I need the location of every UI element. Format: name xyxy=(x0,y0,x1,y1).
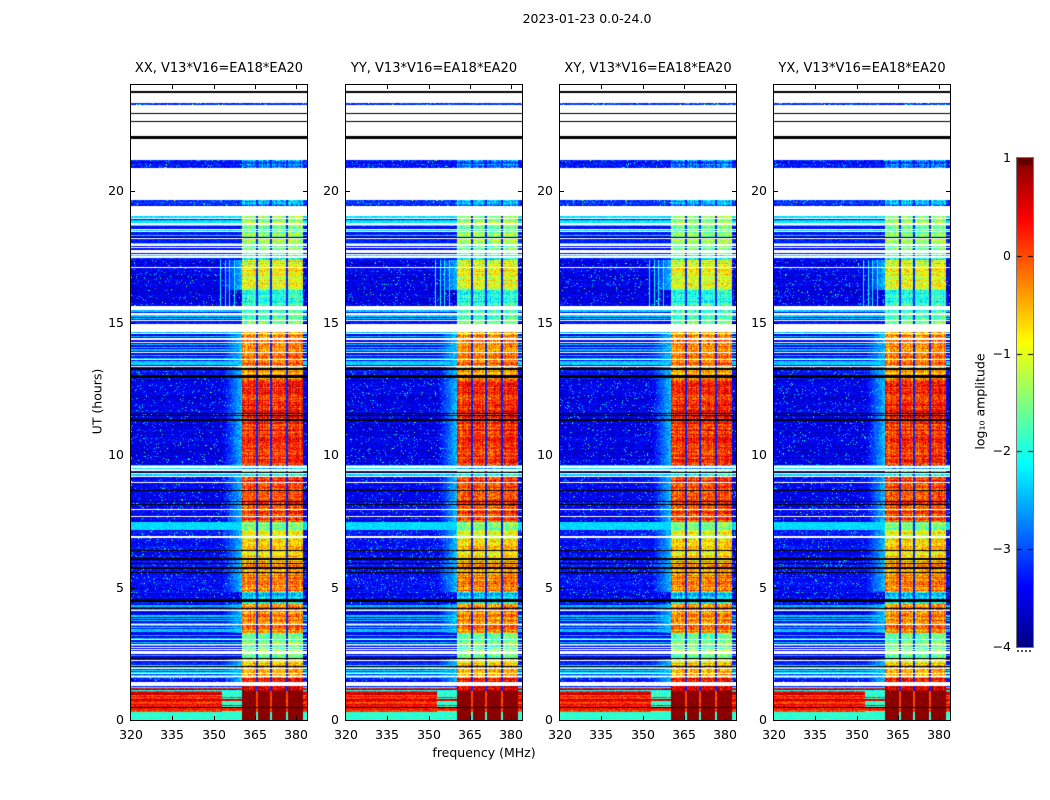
y-tick-label: 20 xyxy=(108,183,124,198)
x-axis-tick xyxy=(725,85,726,89)
y-tick-label: 5 xyxy=(331,580,339,595)
colorbar-tick-label: 0 xyxy=(1003,248,1011,263)
x-tick-label: 350 xyxy=(202,727,226,742)
x-axis-tick xyxy=(429,85,430,89)
spectrogram-canvas-yy xyxy=(346,85,522,720)
y-tick-label: 10 xyxy=(108,447,124,462)
x-axis-tick xyxy=(214,85,215,89)
y-axis-tick xyxy=(346,191,350,192)
y-tick-label: 0 xyxy=(545,712,553,727)
y-axis-tick xyxy=(131,191,135,192)
x-axis-tick xyxy=(684,716,685,720)
x-axis-tick xyxy=(643,716,644,720)
y-axis-tick xyxy=(946,455,950,456)
y-axis-tick xyxy=(946,191,950,192)
axes-frame-yy xyxy=(345,84,523,721)
x-axis-tick xyxy=(172,85,173,89)
x-tick-label: 380 xyxy=(713,727,737,742)
x-tick-label: 365 xyxy=(243,727,267,742)
x-axis-tick xyxy=(898,716,899,720)
x-tick-label: 320 xyxy=(119,727,143,742)
colorbar-underflow-dots xyxy=(1017,650,1031,652)
y-axis-tick xyxy=(131,588,135,589)
colorbar-tick-label: −2 xyxy=(992,443,1011,458)
x-axis-tick xyxy=(939,716,940,720)
x-axis-tick xyxy=(387,85,388,89)
y-axis-tick xyxy=(774,323,778,324)
x-axis-tick xyxy=(296,85,297,89)
x-tick-label: 365 xyxy=(886,727,910,742)
colorbar-frame xyxy=(1016,157,1034,648)
spectrogram-canvas-yx xyxy=(774,85,950,720)
y-axis-tick xyxy=(131,455,135,456)
y-tick-label: 15 xyxy=(751,315,767,330)
y-tick-label: 20 xyxy=(537,183,553,198)
spectrogram-canvas-xy xyxy=(560,85,736,720)
y-tick-label: 5 xyxy=(545,580,553,595)
y-axis-tick xyxy=(346,588,350,589)
x-axis-tick xyxy=(255,716,256,720)
panel-title-xx: XX, V13*V16=EA18*EA20 xyxy=(134,61,304,76)
x-tick-label: 380 xyxy=(927,727,951,742)
x-tick-label: 350 xyxy=(631,727,655,742)
y-tick-label: 0 xyxy=(116,712,124,727)
y-tick-label: 0 xyxy=(331,712,339,727)
x-axis-tick xyxy=(939,85,940,89)
x-axis-tick xyxy=(815,85,816,89)
y-axis-tick xyxy=(774,588,778,589)
x-tick-label: 320 xyxy=(548,727,572,742)
x-tick-label: 380 xyxy=(499,727,523,742)
colorbar-tick-label: −1 xyxy=(992,346,1011,361)
x-tick-label: 365 xyxy=(672,727,696,742)
x-tick-label: 365 xyxy=(458,727,482,742)
figure-title: 2023-01-23 0.0-24.0 xyxy=(522,11,652,26)
x-axis-tick xyxy=(429,716,430,720)
x-axis-tick xyxy=(470,85,471,89)
x-tick-label: 320 xyxy=(762,727,786,742)
x-axis-tick xyxy=(815,716,816,720)
y-axis-tick xyxy=(774,455,778,456)
x-tick-label: 335 xyxy=(803,727,827,742)
y-tick-label: 20 xyxy=(323,183,339,198)
y-axis-tick xyxy=(560,588,564,589)
x-axis-tick xyxy=(470,716,471,720)
x-tick-label: 380 xyxy=(284,727,308,742)
y-axis-tick xyxy=(560,323,564,324)
y-axis-tick xyxy=(560,455,564,456)
colorbar-tick-label: −3 xyxy=(992,541,1011,556)
y-axis-tick xyxy=(131,323,135,324)
y-axis-tick xyxy=(346,455,350,456)
x-axis-label: frequency (MHz) xyxy=(432,745,536,760)
y-axis-label: UT (hours) xyxy=(89,368,105,435)
axes-frame-xy xyxy=(559,84,737,721)
x-axis-tick xyxy=(511,716,512,720)
x-axis-tick xyxy=(601,85,602,89)
panel-title-yy: YY, V13*V16=EA18*EA20 xyxy=(350,61,518,76)
y-tick-label: 10 xyxy=(751,447,767,462)
y-axis-tick xyxy=(774,191,778,192)
x-axis-tick xyxy=(857,85,858,89)
y-axis-tick xyxy=(946,588,950,589)
x-tick-label: 350 xyxy=(417,727,441,742)
x-axis-tick xyxy=(684,85,685,89)
x-axis-tick xyxy=(255,85,256,89)
x-tick-label: 335 xyxy=(589,727,613,742)
x-axis-tick xyxy=(511,85,512,89)
panel-title-xy: XY, V13*V16=EA18*EA20 xyxy=(564,61,732,76)
x-axis-tick xyxy=(214,716,215,720)
x-axis-tick xyxy=(296,716,297,720)
panel-title-yx: YX, V13*V16=EA18*EA20 xyxy=(778,61,946,76)
x-tick-label: 350 xyxy=(845,727,869,742)
y-tick-label: 10 xyxy=(537,447,553,462)
y-tick-label: 10 xyxy=(323,447,339,462)
y-tick-label: 5 xyxy=(116,580,124,595)
y-axis-tick xyxy=(560,191,564,192)
x-axis-tick xyxy=(172,716,173,720)
spectrogram-canvas-xx xyxy=(131,85,307,720)
colorbar-tick-label: −4 xyxy=(992,639,1011,654)
x-tick-label: 320 xyxy=(334,727,358,742)
x-axis-tick xyxy=(898,85,899,89)
axes-frame-xx xyxy=(130,84,308,721)
y-tick-label: 15 xyxy=(323,315,339,330)
x-axis-tick xyxy=(601,716,602,720)
x-axis-tick xyxy=(387,716,388,720)
x-tick-label: 335 xyxy=(160,727,184,742)
x-axis-tick xyxy=(643,85,644,89)
y-axis-tick xyxy=(946,323,950,324)
x-axis-tick xyxy=(725,716,726,720)
y-tick-label: 20 xyxy=(751,183,767,198)
y-tick-label: 5 xyxy=(759,580,767,595)
y-tick-label: 15 xyxy=(537,315,553,330)
axes-frame-yx xyxy=(773,84,951,721)
y-axis-tick xyxy=(346,323,350,324)
colorbar-canvas xyxy=(1017,158,1033,647)
y-tick-label: 15 xyxy=(108,315,124,330)
x-axis-tick xyxy=(857,716,858,720)
x-tick-label: 335 xyxy=(375,727,399,742)
y-tick-label: 0 xyxy=(759,712,767,727)
colorbar-label: log₁₀ amplitude xyxy=(972,353,988,450)
colorbar-tick-label: 1 xyxy=(1003,150,1011,165)
